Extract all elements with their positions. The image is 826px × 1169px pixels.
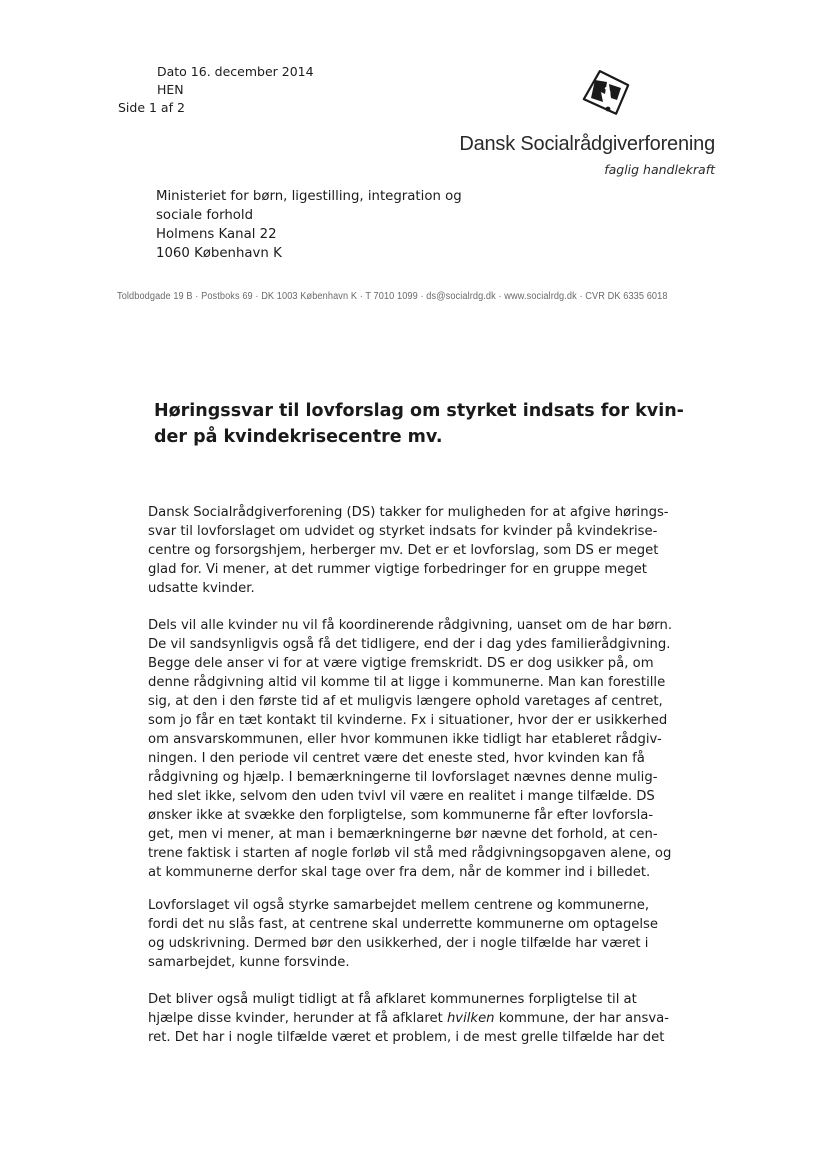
text-line: fordi det nu slås fast, at centrene skal underrette kommunerne om optagelse: [148, 917, 658, 932]
text-line: sig, at den i den første tid af et muligvis længere ophold varetages af centret,: [148, 694, 663, 709]
text-line: som jo får en tæt kontakt til kvinderne. Fx i situationer, hvor der er usikkerhed: [148, 713, 668, 728]
text-line: centre og forsorgshjem, herberger mv. Det er et lovforslag, som DS er meget: [148, 543, 659, 558]
emphasized-word: hvilken: [446, 1011, 495, 1026]
text-line: ret. Det har i nogle tilfælde været et problem, i de mest grelle tilfælde har det: [148, 1030, 665, 1045]
text-line: Lovforslaget vil også styrke samarbejdet mellem centrene og kommunerne,: [148, 898, 650, 913]
text-segment: kommune, der har ansva-: [494, 1011, 669, 1026]
organization-tagline: faglig handlekraft: [604, 162, 715, 177]
text-line: denne rådgivning altid vil komme til at ligge i kommunerne. Man kan forestille: [148, 675, 666, 690]
text-line: samarbejdet, kunne forsvinde.: [148, 955, 350, 970]
text-line: at kommunerne derfor skal tage over fra dem, når de kommer ind i billedet.: [148, 865, 651, 880]
text-line: om ansvarskommunen, eller hvor kommunen ikke tidligt har etableret rådgiv-: [148, 732, 662, 747]
author-initials: HEN: [157, 82, 184, 97]
page-indicator: Side 1 af 2: [118, 100, 185, 115]
body-paragraph-1: [148, 503, 708, 598]
text-line: Det bliver også muligt tidligt at få afklaret kommunernes forpligtelse til at: [148, 992, 637, 1007]
text-line: glad for. Vi mener, at det rummer vigtige forbedringer for en gruppe meget: [148, 562, 647, 577]
recipient-line: Ministeriet for børn, ligestilling, integration og: [156, 189, 462, 204]
text-line: ønsker ikke at svække den forpligtelse, som kommunerne får efter lovforsla-: [148, 808, 654, 823]
recipient-line: 1060 København K: [156, 246, 282, 261]
text-line: udsatte kvinder.: [148, 581, 255, 596]
text-line: rådgivning og hjælp. I bemærkningerne til lovforslaget nævnes denne mulig-: [148, 770, 658, 785]
recipient-line: Holmens Kanal 22: [156, 227, 277, 242]
text-line: De vil sandsynligvis også få det tidligere, end der i dag ydes familierådgivning.: [148, 637, 671, 652]
body-paragraph-4: [148, 990, 708, 1047]
text-line: hed slet ikke, selvom den uden tvivl vil være en realitet i mange tilfælde. DS: [148, 789, 655, 804]
organization-name: Dansk Socialrådgiverforening: [459, 133, 715, 155]
recipient-line: sociale forhold: [156, 208, 254, 223]
text-line: trene faktisk i starten af nogle forløb vil stå med rådgivningsopgaven alene, og: [148, 846, 672, 861]
recipient-address: [156, 187, 462, 263]
ds-logo-icon: [577, 68, 633, 118]
text-line: ningen. I den periode vil centret være det eneste sted, hvor kvinden kan få: [148, 751, 645, 766]
document-title: [154, 398, 714, 450]
text-line: Dels vil alle kvinder nu vil få koordinerende rådgivning, uanset om de har børn.: [148, 618, 673, 633]
organization-contact-line: Toldbodgade 19 B · Postboks 69 · DK 1003 København K · T 7010 1099 · ds@socialrdg.dk · www.socialrdg.dk · CVR DK 6335 6018: [117, 291, 668, 302]
title-line: Høringssvar til lovforslag om styrket indsats for kvin-: [154, 401, 684, 421]
body-paragraph-3: [148, 896, 708, 972]
text-line: Begge dele anser vi for at være vigtige fremskridt. DS er dog usikker på, om: [148, 656, 654, 671]
document-meta: [157, 63, 314, 99]
document-date: Dato 16. december 2014: [157, 64, 314, 79]
title-line: der på kvindekrisecentre mv.: [154, 427, 443, 447]
text-line: og udskrivning. Dermed bør den usikkerhed, der i nogle tilfælde har været i: [148, 936, 649, 951]
text-line: get, men vi mener, at man i bemærkningerne bør nævne det forhold, at cen-: [148, 827, 658, 842]
text-line: svar til lovforslaget om udvidet og styrket indsats for kvinder på kvindekrise-: [148, 524, 658, 539]
text-segment: hjælpe disse kvinder, herunder at få afklaret: [148, 1011, 447, 1026]
text-line: [148, 1009, 708, 1028]
body-paragraph-2: [148, 616, 708, 882]
text-line: Dansk Socialrådgiverforening (DS) takker for muligheden for at afgive hørings-: [148, 505, 669, 520]
